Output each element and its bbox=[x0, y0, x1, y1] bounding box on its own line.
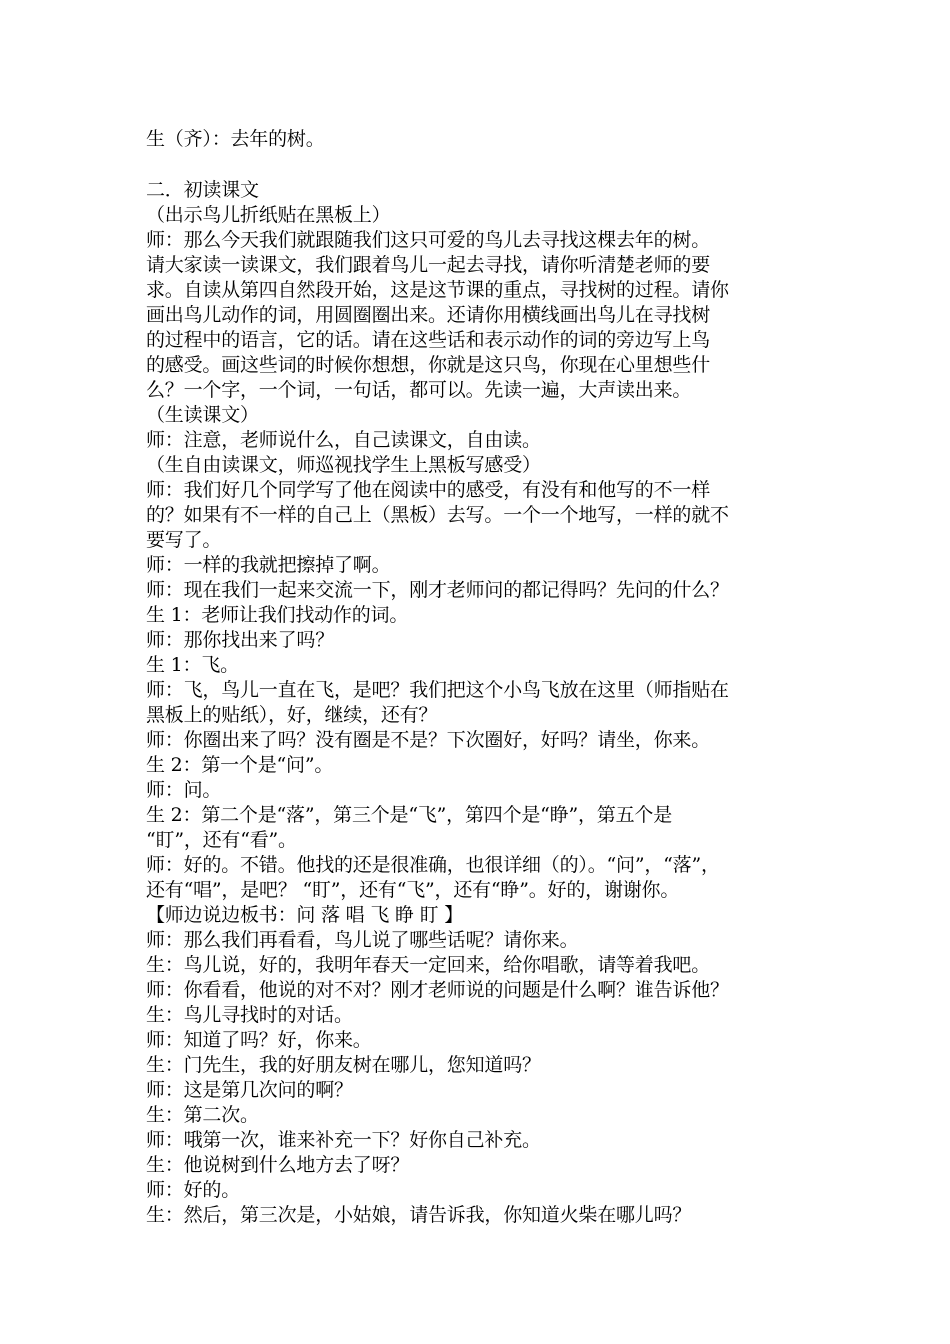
board-writing-line: 【师边说边板书：问 落 唱 飞 睁 盯 】 bbox=[146, 904, 464, 926]
text-line: 师：好的。不错。他找的还是很准确，也很详细（的）。“问”，“落”， bbox=[146, 854, 720, 876]
text-line: 生：然后，第三次是，小姑娘，请告诉我，你知道火柴在哪儿吗？ bbox=[146, 1204, 692, 1226]
text-line: 师：知道了吗？好，你来。 bbox=[146, 1029, 372, 1051]
text-line: 画出鸟儿动作的词，用圆圈圈出来。还请你用横线画出鸟儿在寻找树 bbox=[146, 304, 711, 326]
text-line: 黑板上的贴纸），好，继续，还有？ bbox=[146, 704, 438, 726]
text-line: 师：我们好几个同学写了他在阅读中的感受，有没有和他写的不一样 bbox=[146, 479, 711, 501]
text-line: 师：那么我们再看看，鸟儿说了哪些话呢？请你来。 bbox=[146, 929, 579, 951]
text-line: 请大家读一读课文，我们跟着鸟儿一起去寻找，请你听清楚老师的要 bbox=[146, 254, 711, 276]
text-line: 生：鸟儿说，好的，我明年春天一定回来，给你唱歌，请等着我吧。 bbox=[146, 954, 711, 976]
text-line: 的感受。画这些词的时候你想想，你就是这只鸟，你现在心里想些什 bbox=[146, 354, 711, 376]
text-line: 师：一样的我就把擦掉了啊。 bbox=[146, 554, 391, 576]
text-line: 的过程中的语言，它的话。请在这些话和表示动作的词的旁边写上鸟 bbox=[146, 329, 711, 351]
text-line: 师：注意，老师说什么，自己读课文，自由读。 bbox=[146, 429, 541, 451]
text-line: 生（齐）：去年的树。 bbox=[146, 128, 325, 150]
text-line: 生 2：第一个是“问”。 bbox=[146, 754, 334, 776]
text-line: 要写了。 bbox=[146, 529, 222, 551]
text-line: 师：你看看，他说的对不对？刚才老师说的问题是什么啊？谁告诉他？ bbox=[146, 979, 729, 1001]
text-line: 生：他说树到什么地方去了呀？ bbox=[146, 1154, 410, 1176]
text-line: 还有“唱”，是吧？ “盯”，还有“飞”，还有“睁”。好的，谢谢你。 bbox=[146, 879, 680, 901]
text-line: 师：哦第一次，谁来补充一下？好你自己补充。 bbox=[146, 1129, 541, 1151]
text-line: （生自由读课文，师巡视找学生上黑板写感受） bbox=[146, 454, 541, 476]
text-line: 生 1：飞。 bbox=[146, 654, 239, 676]
text-line: 生：门先生，我的好朋友树在哪儿，您知道吗？ bbox=[146, 1054, 541, 1076]
text-line: 的？如果有不一样的自己上（黑板）去写。一个一个地写，一样的就不 bbox=[146, 504, 729, 526]
text-line: 师：好的。 bbox=[146, 1179, 241, 1201]
text-line: 师：那你找出来了吗？ bbox=[146, 629, 335, 651]
text-line: 师：飞，鸟儿一直在飞，是吧？我们把这个小鸟飞放在这里（师指贴在 bbox=[146, 679, 729, 701]
text-line: 生 2：第二个是“落”，第三个是“飞”，第四个是“睁”，第五个是 bbox=[146, 804, 673, 826]
text-line: 生：鸟儿寻找时的对话。 bbox=[146, 1004, 353, 1026]
text-line: 师：这是第几次问的啊？ bbox=[146, 1079, 353, 1101]
text-line: （生读课文） bbox=[146, 404, 259, 426]
text-line: 求。自读从第四自然段开始，这是这节课的重点，寻找树的过程。请你 bbox=[146, 279, 729, 301]
text-line: 么？一个字，一个词，一句话，都可以。先读一遍，大声读出来。 bbox=[146, 379, 692, 401]
text-line: 师：那么今天我们就跟随我们这只可爱的鸟儿去寻找这棵去年的树。 bbox=[146, 229, 711, 251]
text-line: 生：第二次。 bbox=[146, 1104, 259, 1126]
text-line: 师：现在我们一起来交流一下，刚才老师问的都记得吗？先问的什么？ bbox=[146, 579, 729, 601]
text-line: 生 1：老师让我们找动作的词。 bbox=[146, 604, 409, 626]
section-heading: 二．初读课文 bbox=[146, 179, 259, 201]
text-line: 师：你圈出来了吗？没有圈是不是？下次圈好，好吗？请坐，你来。 bbox=[146, 729, 711, 751]
text-line: “盯”，还有“看”。 bbox=[146, 829, 297, 851]
text-line: 师：问。 bbox=[146, 779, 222, 801]
text-line: （出示鸟儿折纸贴在黑板上） bbox=[146, 204, 391, 226]
